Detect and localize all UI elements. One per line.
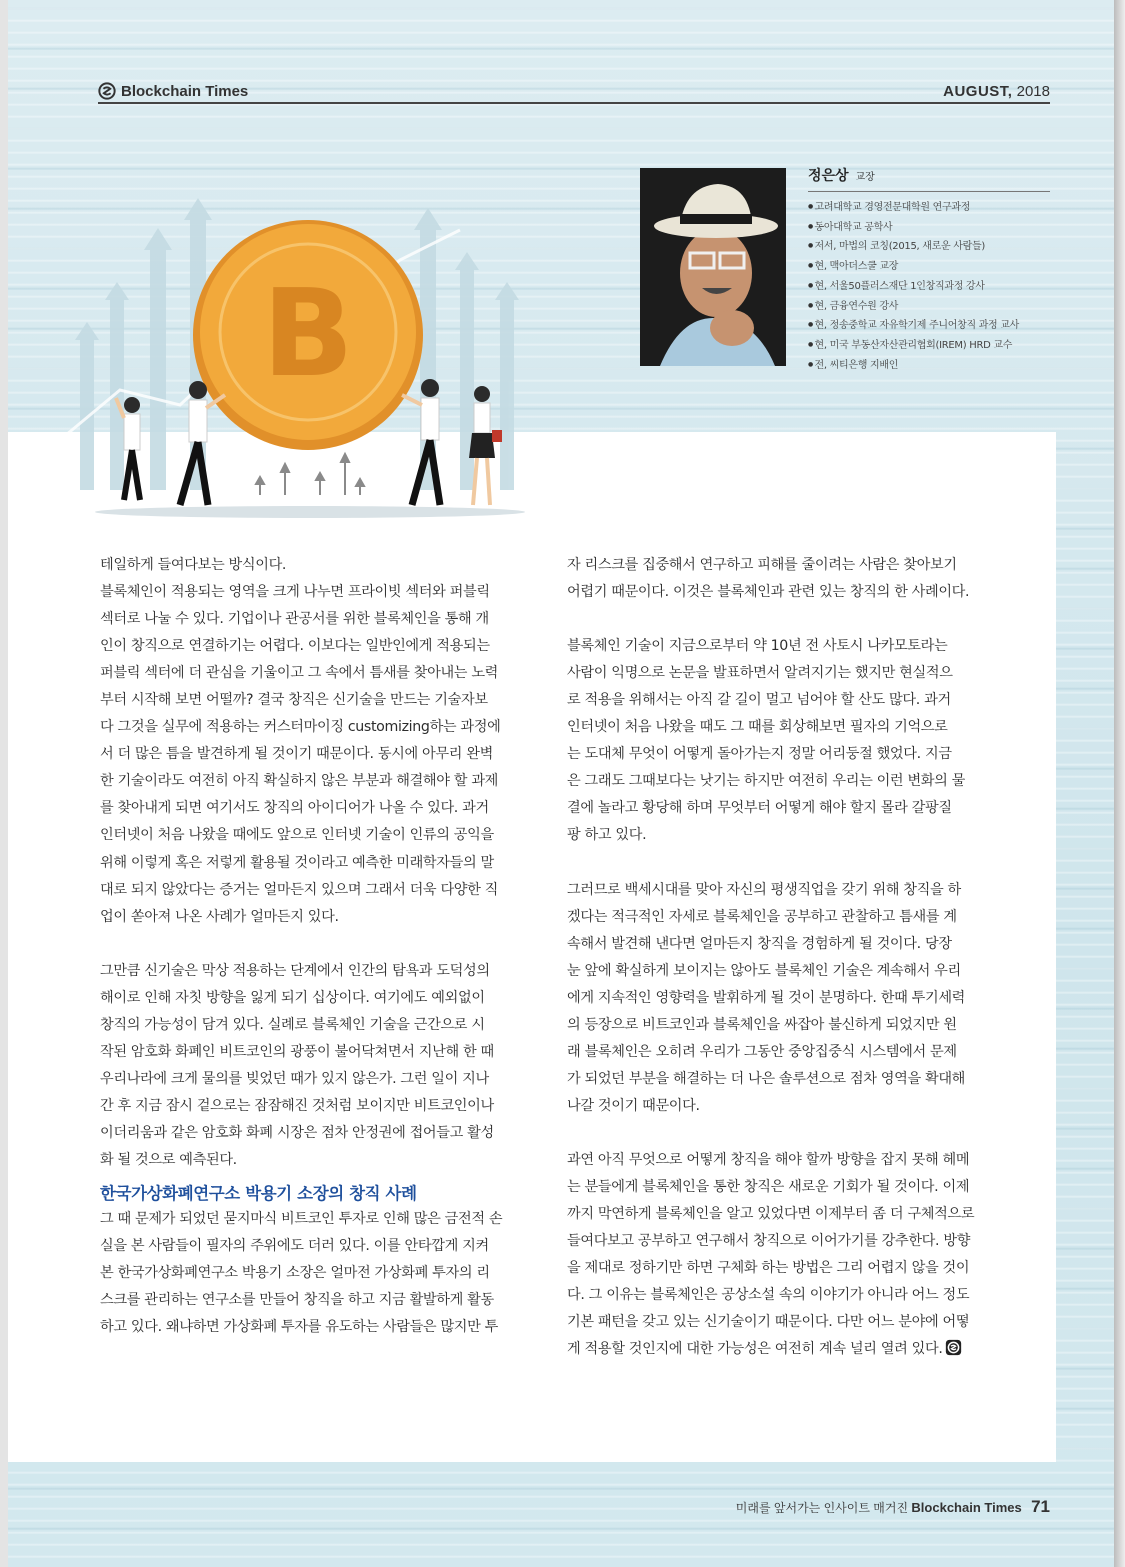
article-line: 과연 아직 무엇으로 어떻게 창직을 해야 할까 방향을 잡지 못해 헤메 [567,1152,970,1169]
article-line: 눈 앞에 확실하게 보이지는 않아도 블록체인 기술은 계속해서 우리 [567,962,961,979]
article-line: 자 리스크를 집중해서 연구하고 피해를 줄이려는 사람은 찾아보기 [567,557,957,573]
article-line: 들여다보고 공부하고 연구해서 창직으로 이어가기를 강추한다. 방향 [567,1233,971,1250]
article-line: 퍼블릭 섹터에 더 관심을 기울이고 그 속에서 틈새를 찾아내는 노력 [100,665,499,682]
article-column-left [100,552,536,1341]
article-line: 는 분들에게 블록체인을 통한 창직은 새로운 기회가 될 것이다. 이제 [567,1179,970,1196]
credential-item: ● 현, 미국 부동산자산관리협회(IREM) HRD 교수 [808,336,1050,356]
header-divider [98,102,1050,104]
article-line: 사람이 익명으로 논문을 발표하면서 알려지기는 했지만 현실적으 [567,665,953,682]
author-name: 정은상 [808,168,849,184]
article-line: 간 후 지금 잠시 겉으로는 잠잠해진 것처럼 보이지만 비트코인이나 [100,1097,494,1114]
article-line: 섹터로 나눌 수 있다. 기업이나 관공서를 위한 블록체인을 통해 개 [100,611,489,628]
paragraph-gap [567,1120,1003,1147]
article-line: 실을 본 사람들이 필자의 주위에도 더러 있다. 이를 안타깝게 지켜 [100,1238,489,1255]
footer-tagline: 미래를 앞서가는 인사이트 매거진 [735,1501,909,1515]
article-line: 업이 쏟아져 나온 사례가 얼마든지 있다. [100,908,339,925]
article-line: 팡 하고 있다. [567,827,647,844]
credential-item: ● 현, 맥아더스쿨 교장 [808,257,1050,277]
article-line: 로 적용을 위해서는 아직 갈 길이 멀고 넘어야 할 산도 많다. 과거 [567,692,951,709]
article-line: 이더리움과 같은 암호화 화폐 시장은 점차 안정권에 접어들고 활성 [100,1124,494,1141]
article-line: 위해 이렇게 혹은 저렇게 활용될 것이라고 예측한 미래학자들의 말 [100,854,494,871]
article-line: 대로 되지 않았다는 증거는 얼마든지 있으며 그래서 더욱 다양한 직 [100,881,499,898]
credential-item: ● 고려대학교 경영전문대학원 연구과정 [808,198,1050,218]
article-line: 나갈 것이기 때문이다. [567,1097,700,1114]
article-line: 속해서 발견해 낸다면 얼마든지 창직을 경험하게 될 것이다. 당장 [567,935,952,952]
article-line: 화 될 것으로 예측된다. [100,1152,237,1169]
article-line: 어렵기 때문이다. 이것은 블록체인과 관련 있는 창직의 한 사례이다. [567,584,970,601]
article-line: 기본 패턴을 갖고 있는 신기술이기 때문이다. 다만 어느 분야에 어떻 [567,1314,970,1331]
footer-brand: Blockchain Times [911,1500,1022,1515]
header-brand-name: Blockchain Times [121,82,249,100]
left-paragraphs-2 [100,1206,536,1341]
article-line: 한 기술이라도 여전히 아직 확실하지 않은 부분과 해결해야 할 과제 [100,773,499,790]
author-photo [640,168,786,366]
article-line: 다. 그 이유는 블록체인은 공상소설 속의 이야기가 아니라 어느 정도 [567,1287,970,1304]
article-line: 해이로 인해 자칫 방향을 잃게 되기 십상이다. 여기에도 예외없이 [100,989,485,1006]
article-line: 결에 놀라고 황당해 하며 무엇부터 어떻게 해야 할지 몰라 갈팡질 [567,800,952,817]
article-line: 작된 암호화 화폐인 비트코인의 광풍이 불어닥쳐면서 지난해 한 때 [100,1043,494,1060]
credential-item: ● 저서, 마법의 코칭(2015, 새로운 사람들) [808,237,1050,257]
article-line: 겠다는 적극적인 자세로 블록체인을 공부하고 관찰하고 틈새를 계 [567,908,957,925]
section-subheading: 한국가상화폐연구소 박용기 소장의 창직 사례 [100,1184,417,1204]
paragraph-gap [567,606,1003,633]
article-line: 가 되었던 부분을 해결하는 더 나은 솔루션으로 점차 영역을 확대해 [567,1070,966,1087]
article-line: 창직의 가능성이 담겨 있다. 실례로 블록체인 기술을 근간으로 시 [100,1016,485,1033]
author-profile [808,165,1050,375]
article-line: 그 때 문제가 되었던 묻지마식 비트코인 투자로 인해 많은 금전적 손 [100,1211,503,1228]
article-end-logo-icon [945,1339,962,1356]
article-line: 에게 지속적인 영향력을 발휘하게 될 것이 분명하다. 한때 투기세력 [567,989,966,1006]
article-line: 를 찾아내게 되면 여기서도 창직의 아이디어가 나올 수 있다. 과거 [100,800,489,817]
article-line: 그러므로 백세시대를 맞아 자신의 평생직업을 갖기 위해 창직을 하 [567,881,961,898]
issue-date [943,83,1050,100]
credential-item: ● 동아대학교 공학사 [808,218,1050,238]
issue-month: AUGUST, [943,83,1013,100]
article-line: 의 등장으로 비트코인과 블록체인을 싸잡아 불신하게 되었지만 원 [567,1016,957,1033]
author-name-line [808,165,1050,192]
header-brand [98,82,248,100]
credential-item: ● 현, 서울50플러스재단 1인창직과정 강사 [808,277,1050,297]
article-line: 은 그래도 그때보다는 낫기는 하지만 여전히 우리는 이런 변화의 물 [567,773,966,790]
right-paragraphs [567,552,1003,1363]
article-line: 본 한국가상화폐연구소 박용기 소장은 얼마전 가상화폐 투자의 리 [100,1265,490,1282]
coin-symbol: B [262,265,354,404]
article-line: 래 블록체인은 오히려 우리가 그동안 중앙집중식 시스템에서 문제 [567,1043,957,1060]
article-line: 그만큼 신기술은 막상 적용하는 단계에서 인간의 탐욕과 도덕성의 [100,962,490,979]
article-line: 서 더 많은 틈을 발견하게 될 것이기 때문이다. 동시에 아무리 완벽 [100,746,493,763]
credential-item: ● 전, 씨티은행 지배인 [808,356,1050,376]
article-line: 테일하게 들여다보는 방식이다. [100,557,287,573]
article-line: 게 적용할 것인지에 대한 가능성은 여전히 계속 널리 열려 있다. [567,1336,1003,1363]
article-line: 인터넷이 처음 나왔을 때에도 앞으로 인터넷 기술이 인류의 공익을 [100,827,494,844]
paragraph-gap [100,931,536,958]
page-edge-shadow [1114,0,1125,1567]
article-line: 까지 막연하게 블록체인을 알고 있었다면 이제부터 좀 더 구체적으로 [567,1206,975,1223]
left-paragraphs [100,552,536,1174]
author-credentials-list [808,198,1050,375]
page-footer [736,1497,1050,1517]
article-line: 블록체인이 적용되는 영역을 크게 나누면 프라이빗 섹터와 퍼블릭 [100,584,490,601]
article-line: 을 제대로 정하기만 하면 구체화 하는 방법은 그리 어렵지 않을 것이 [567,1260,970,1277]
article-line: 하고 있다. 왜냐하면 가상화폐 투자를 유도하는 사람들은 많지만 투 [100,1319,499,1336]
article-column-right [567,552,1003,1363]
businesswoman-figure [469,386,502,505]
issue-year: 2018 [1016,83,1050,100]
article-line: 인터넷이 처음 나왔을 때도 그 때를 회상해보면 필자의 기억으로 [567,719,948,736]
page-header [98,80,1050,104]
article-line: 부터 시작해 보면 어떨까? 결국 창직은 신기술을 만드는 기술자보 [100,692,488,709]
article-line: 우리나라에 크게 물의를 빚었던 때가 있지 않은가. 그런 일이 지나 [100,1070,489,1087]
article-line: 스크를 관리하는 연구소를 만들어 창직을 하고 지금 활발하게 활동 [100,1292,494,1309]
author-title: 교장 [855,172,875,183]
article-line: 인이 창직으로 연결하기는 어렵다. 이보다는 일반인에게 적용되는 [100,638,490,655]
page-number: 71 [1031,1497,1050,1516]
article-line: 는 도대체 무엇이 어떻게 돌아가는지 정말 어리둥절 했었다. 지금 [567,746,952,763]
credential-item: ● 현, 금융연수원 강사 [808,297,1050,317]
article-line: 블록체인 기술이 지금으로부터 약 10년 전 사토시 나카모토라는 [567,638,948,655]
credential-item: ● 현, 정송중학교 자유학기제 주니어창직 과정 교사 [808,316,1050,336]
bitcoin-team-illustration [40,190,540,520]
article-line: 다 그것을 실무에 적용하는 커스터마이징 customizing하는 과정에 [100,719,501,736]
blockchain-times-logo-icon [98,82,116,100]
paragraph-gap [567,850,1003,877]
